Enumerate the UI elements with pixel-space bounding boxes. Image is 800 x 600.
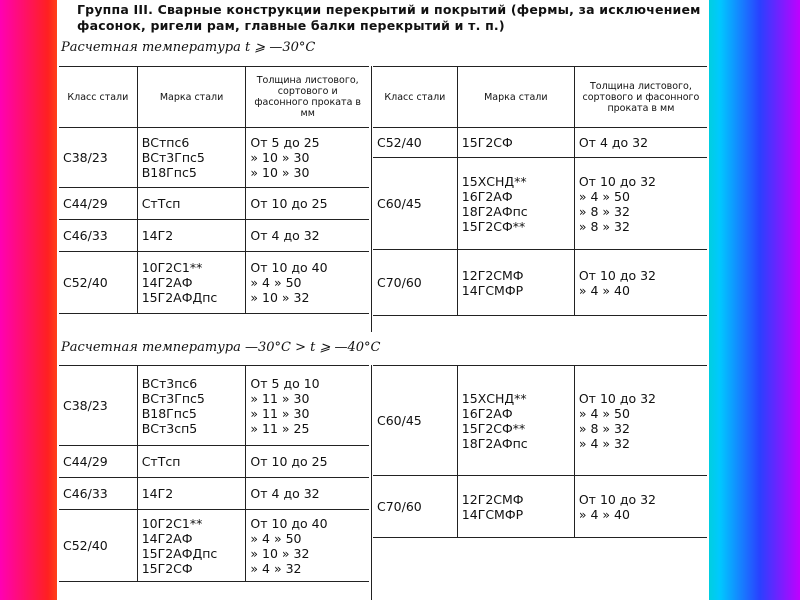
thickness-range: От 10 до 32 bbox=[578, 491, 656, 507]
steel-grade: 12Г2СМФ bbox=[461, 267, 524, 283]
steel-grade-cell bbox=[137, 128, 246, 188]
thickness-cell bbox=[574, 366, 707, 476]
steel-class-cell: С60/45 bbox=[373, 366, 457, 476]
header-steel-class: Класс стали bbox=[59, 67, 137, 128]
steel-grade: 15Г2СФ** bbox=[461, 420, 526, 436]
steel-grade-cell bbox=[137, 446, 246, 478]
thickness-cell bbox=[246, 446, 369, 478]
table-row bbox=[373, 128, 707, 158]
table-row bbox=[373, 250, 707, 316]
thickness-range: » 4 » 40 bbox=[578, 282, 630, 298]
steel-grade-cell bbox=[137, 220, 246, 252]
thickness-cell bbox=[574, 128, 707, 158]
steel-grade: ВСт3пс6 bbox=[141, 375, 198, 391]
steel-grade: 15Г2АФДпс bbox=[141, 290, 218, 305]
header-steel-class: Класс стали bbox=[373, 67, 457, 128]
thickness-range: От 10 до 32 bbox=[578, 390, 656, 406]
thickness-range: От 10 до 40 bbox=[250, 260, 328, 275]
thickness-range: » 8 » 32 bbox=[578, 203, 630, 219]
thickness-cell bbox=[574, 476, 707, 538]
thickness-cell bbox=[246, 478, 369, 510]
steel-grade-cell bbox=[457, 250, 574, 316]
steel-class-cell: С46/33 bbox=[59, 478, 137, 510]
table-row bbox=[373, 158, 707, 250]
steel-grade: 14Г2АФ bbox=[141, 530, 193, 546]
thickness-cell bbox=[246, 128, 369, 188]
steel-grade: 14ГСМФР bbox=[461, 282, 524, 298]
table-section1-right bbox=[373, 66, 707, 316]
steel-grade: 10Г2С1** bbox=[141, 515, 203, 531]
steel-class-cell: С60/45 bbox=[373, 158, 457, 250]
steel-grade: 14ГСМФР bbox=[461, 506, 524, 522]
table-row bbox=[59, 220, 369, 252]
thickness-range: От 10 до 32 bbox=[578, 267, 656, 283]
steel-class-cell: С52/40 bbox=[59, 252, 137, 314]
table-row bbox=[59, 128, 369, 188]
table-section2-left bbox=[59, 365, 369, 582]
thickness-range: От 4 до 32 bbox=[250, 486, 320, 501]
steel-grade: 18Г2АФпс bbox=[461, 435, 528, 451]
steel-class-cell: С52/40 bbox=[59, 510, 137, 582]
column-divider-2 bbox=[371, 365, 372, 600]
steel-grade: 10Г2С1** bbox=[141, 260, 203, 275]
table-row bbox=[59, 188, 369, 220]
steel-grade-cell bbox=[137, 188, 246, 220]
thickness-cell bbox=[246, 252, 369, 314]
thickness-range: » 4 » 50 bbox=[578, 188, 630, 204]
table-row bbox=[373, 366, 707, 476]
thickness-cell bbox=[574, 250, 707, 316]
header-thickness: Толщина листового, сортового и фасонного проката в мм bbox=[582, 80, 700, 114]
steel-grade: СтТсп bbox=[141, 454, 181, 469]
steel-class-cell: С38/23 bbox=[59, 366, 137, 446]
thickness-range: От 10 до 40 bbox=[250, 515, 328, 531]
steel-grade: 15Г2АФДпс bbox=[141, 545, 218, 561]
table-section1-left bbox=[59, 66, 369, 314]
steel-grade: В18Гпс5 bbox=[141, 165, 197, 180]
thickness-range: » 10 » 32 bbox=[250, 545, 310, 561]
temperature-label-1: Расчетная температура t ⩾ —30°С bbox=[61, 40, 316, 55]
header-steel-grade: Марка стали bbox=[457, 67, 574, 128]
table-row bbox=[59, 510, 369, 582]
steel-grade: 14Г2 bbox=[141, 486, 174, 501]
thickness-range: » 10 » 30 bbox=[250, 150, 310, 165]
table-row bbox=[59, 366, 369, 446]
thickness-cell bbox=[246, 366, 369, 446]
steel-grade-cell bbox=[137, 366, 246, 446]
table-row bbox=[59, 478, 369, 510]
steel-class-cell: С46/33 bbox=[59, 220, 137, 252]
table-header-row bbox=[59, 67, 369, 128]
thickness-range: От 10 до 25 bbox=[250, 196, 328, 211]
thickness-cell bbox=[574, 158, 707, 250]
steel-class-cell: С52/40 bbox=[373, 128, 457, 158]
header-thickness: Толщина листового, сортового и фасонного проката в мм bbox=[254, 75, 362, 119]
thickness-range: » 8 » 32 bbox=[578, 420, 630, 436]
steel-grade: ВСт3сп5 bbox=[141, 420, 198, 436]
steel-grade-cell bbox=[457, 158, 574, 250]
steel-grade: ВСт3Гпс5 bbox=[141, 150, 205, 165]
temperature-label-2: Расчетная температура —30°С > t ⩾ —40°С bbox=[61, 340, 381, 355]
thickness-cell bbox=[246, 188, 369, 220]
header-steel-grade: Марка стали bbox=[137, 67, 246, 128]
steel-class-cell: С70/60 bbox=[373, 250, 457, 316]
thickness-range: » 10 » 30 bbox=[250, 165, 310, 180]
thickness-cell bbox=[246, 220, 369, 252]
thickness-cell bbox=[246, 510, 369, 582]
steel-grade: 16Г2АФ bbox=[461, 405, 513, 421]
thickness-range: » 4 » 50 bbox=[250, 530, 302, 546]
steel-grade: 15ХСНД** bbox=[461, 173, 527, 189]
steel-grade: 14Г2АФ bbox=[141, 275, 193, 290]
document-page bbox=[57, 0, 709, 600]
thickness-range: » 4 » 50 bbox=[250, 275, 302, 290]
steel-grade: 18Г2АФпс bbox=[461, 203, 528, 219]
steel-grade: 15Г2СФ** bbox=[461, 218, 526, 234]
steel-grade: 15Г2СФ bbox=[461, 135, 513, 150]
thickness-range: » 8 » 32 bbox=[578, 218, 630, 234]
group-heading: Группа III. Сварные конструкции перекрытий и покрытий (фермы, за исключением фасонок, ригели рам, главные балки перекрытий и т. п.) bbox=[77, 2, 701, 33]
steel-grade: ВСт3Гпс5 bbox=[141, 390, 205, 406]
steel-class-cell: С44/29 bbox=[59, 446, 137, 478]
column-divider-1 bbox=[371, 66, 372, 332]
steel-grade-cell bbox=[457, 476, 574, 538]
table-row bbox=[59, 446, 369, 478]
thickness-range: От 5 до 25 bbox=[250, 135, 320, 150]
steel-grade-cell bbox=[457, 366, 574, 476]
steel-class-cell: С44/29 bbox=[59, 188, 137, 220]
thickness-range: » 10 » 32 bbox=[250, 290, 310, 305]
steel-grade: В18Гпс5 bbox=[141, 405, 197, 421]
steel-grade: 15Г2СФ bbox=[141, 560, 193, 576]
table-row bbox=[373, 476, 707, 538]
thickness-range: » 11 » 25 bbox=[250, 420, 310, 436]
thickness-range: От 5 до 10 bbox=[250, 375, 320, 391]
steel-grade: 15ХСНД** bbox=[461, 390, 527, 406]
steel-grade: 16Г2АФ bbox=[461, 188, 513, 204]
thickness-range: От 10 до 25 bbox=[250, 454, 328, 469]
steel-grade-cell bbox=[137, 252, 246, 314]
steel-grade: 12Г2СМФ bbox=[461, 491, 524, 507]
steel-grade-cell bbox=[137, 510, 246, 582]
table-row bbox=[59, 252, 369, 314]
steel-grade: СтТсп bbox=[141, 196, 181, 211]
steel-class-cell: С70/60 bbox=[373, 476, 457, 538]
steel-grade: 14Г2 bbox=[141, 228, 174, 243]
thickness-range: От 4 до 32 bbox=[578, 135, 649, 150]
thickness-range: От 10 до 32 bbox=[578, 173, 656, 189]
thickness-range: От 4 до 32 bbox=[250, 228, 320, 243]
table-header-row bbox=[373, 67, 707, 128]
thickness-range: » 4 » 32 bbox=[578, 435, 630, 451]
thickness-range: » 11 » 30 bbox=[250, 390, 310, 406]
table-section2-right bbox=[373, 365, 707, 538]
thickness-range: » 4 » 50 bbox=[578, 405, 630, 421]
steel-class-cell: С38/23 bbox=[59, 128, 137, 188]
thickness-range: » 4 » 40 bbox=[578, 506, 630, 522]
steel-grade-cell bbox=[137, 478, 246, 510]
steel-grade: ВСтпс6 bbox=[141, 135, 190, 150]
thickness-range: » 4 » 32 bbox=[250, 560, 302, 576]
steel-grade-cell bbox=[457, 128, 574, 158]
thickness-range: » 11 » 30 bbox=[250, 405, 310, 421]
